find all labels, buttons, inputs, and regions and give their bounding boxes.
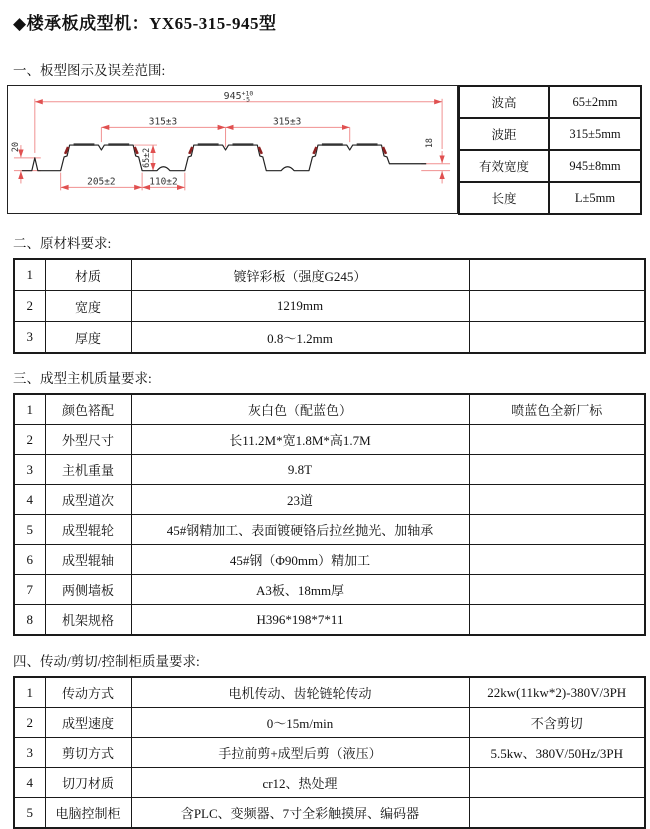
page-title: ◆楼承板成型机：YX65-315-945型: [13, 14, 277, 33]
item-label-cell: 剪切方式: [45, 738, 131, 768]
table-row: [14, 515, 645, 545]
spec-label-cell: 长度: [459, 182, 549, 214]
spec-value-cell: 315±5mm: [549, 118, 641, 150]
tolerance-spec-table: [458, 85, 642, 215]
item-note-cell: 喷蓝色全新厂标: [469, 394, 645, 425]
spec-label-cell: 波高: [459, 86, 549, 118]
item-value-cell: 9.8T: [131, 455, 469, 485]
table-row: [14, 738, 645, 768]
row-number-cell: 3: [14, 455, 45, 485]
item-note-cell: [469, 291, 645, 322]
spec-row: [459, 118, 641, 150]
dim-rib-base-text: 205±2: [87, 176, 116, 188]
item-label-cell: 成型道次: [45, 485, 131, 515]
table-row: [14, 575, 645, 605]
item-label-cell: 颜色褡配: [45, 394, 131, 425]
item-note-cell: [469, 322, 645, 354]
row-number-cell: 4: [14, 485, 45, 515]
section-heading-2: 二、原材料要求:: [13, 236, 112, 251]
item-value-cell: 23道: [131, 485, 469, 515]
item-note-cell: [469, 425, 645, 455]
item-label-cell: 传动方式: [45, 677, 131, 708]
item-value-cell: H396*198*7*11: [131, 605, 469, 636]
profile-drawing-svg: [8, 86, 457, 213]
row-number-cell: 1: [14, 259, 45, 291]
dim-height-text: 65±2: [141, 147, 152, 168]
figure-row: [7, 85, 645, 215]
item-label-cell: 两侧墙板: [45, 575, 131, 605]
item-value-cell: 手拉前剪+成型后剪（液压）: [131, 738, 469, 768]
section-heading-3: 三、成型主机质量要求:: [13, 371, 152, 386]
item-value-cell: 镀锌彩板（强度G245）: [131, 259, 469, 291]
table-row: [14, 322, 645, 354]
item-label-cell: 主机重量: [45, 455, 131, 485]
item-value-cell: cr12、热处理: [131, 768, 469, 798]
table-row: [14, 291, 645, 322]
item-note-cell: [469, 455, 645, 485]
row-number-cell: 6: [14, 545, 45, 575]
item-note-cell: [469, 485, 645, 515]
table-row: [14, 455, 645, 485]
row-number-cell: 2: [14, 708, 45, 738]
item-note-cell: 不含剪切: [469, 708, 645, 738]
item-note-cell: [469, 605, 645, 636]
profile-path: [22, 145, 426, 171]
row-number-cell: 3: [14, 738, 45, 768]
item-value-cell: 电机传动、齿轮链轮传动: [131, 677, 469, 708]
table-row: [14, 605, 645, 636]
table-row: [14, 708, 645, 738]
item-note-cell: [469, 768, 645, 798]
item-value-cell: 45#钢精加工、表面镀硬铬后拉丝抛光、加轴承: [131, 515, 469, 545]
spec-label-cell: 波距: [459, 118, 549, 150]
table-row: [14, 677, 645, 708]
drive-cutting-control-table: [13, 676, 646, 829]
row-number-cell: 4: [14, 768, 45, 798]
item-note-cell: [469, 259, 645, 291]
table-row: [14, 259, 645, 291]
item-label-cell: 成型辊轴: [45, 545, 131, 575]
row-number-cell: 2: [14, 291, 45, 322]
table-row: [14, 425, 645, 455]
item-label-cell: 成型辊轮: [45, 515, 131, 545]
row-number-cell: 5: [14, 798, 45, 829]
item-value-cell: A3板、18mm厚: [131, 575, 469, 605]
item-note-cell: 22kw(11kw*2)-380V/3PH: [469, 677, 645, 708]
row-number-cell: 1: [14, 394, 45, 425]
table-row: [14, 545, 645, 575]
row-number-cell: 2: [14, 425, 45, 455]
item-note-cell: [469, 798, 645, 829]
spec-value-cell: L±5mm: [549, 182, 641, 214]
item-label-cell: 外型尺寸: [45, 425, 131, 455]
item-label-cell: 电脑控制柜: [45, 798, 131, 829]
item-value-cell: 45#钢（Φ90mm）精加工: [131, 545, 469, 575]
item-label-cell: 宽度: [45, 291, 131, 322]
item-label-cell: 成型速度: [45, 708, 131, 738]
item-label-cell: 厚度: [45, 322, 131, 354]
item-value-cell: 灰白色（配蓝色）: [131, 394, 469, 425]
row-number-cell: 7: [14, 575, 45, 605]
forming-machine-table: [13, 393, 646, 636]
item-note-cell: [469, 545, 645, 575]
spec-value-cell: 945±8mm: [549, 150, 641, 182]
item-value-cell: 0～15m/min: [131, 708, 469, 738]
item-value-cell: 1219mm: [131, 291, 469, 322]
row-number-cell: 3: [14, 322, 45, 354]
item-note-cell: [469, 575, 645, 605]
row-number-cell: 1: [14, 677, 45, 708]
item-label-cell: 机架规格: [45, 605, 131, 636]
table-row: [14, 485, 645, 515]
item-value-cell: 长11.2M*宽1.8M*高1.7M: [131, 425, 469, 455]
section-heading-1: 一、板型图示及误差范围:: [13, 63, 166, 78]
spec-row: [459, 182, 641, 214]
item-note-cell: [469, 515, 645, 545]
dim-overall-text: $945^{+10}$ -5: [223, 89, 254, 104]
table-row: [14, 768, 645, 798]
profile-diagram: [7, 85, 458, 214]
dim-pitch-right-text: 315±3: [272, 116, 302, 128]
dim-left-lip-text: 20: [9, 142, 20, 153]
section-heading-4: 四、传动/剪切/控制柜质量要求:: [13, 654, 200, 669]
table-row: [14, 394, 645, 425]
dim-right-lip-text: 18: [424, 138, 435, 149]
spec-label-cell: 有效宽度: [459, 150, 549, 182]
dim-pitch-left-text: 315±3: [148, 116, 178, 128]
item-note-cell: 5.5kw、380V/50Hz/3PH: [469, 738, 645, 768]
dim-valley-text: 110±2: [149, 176, 178, 188]
item-value-cell: 0.8～1.2mm: [131, 322, 469, 354]
table-row: [14, 798, 645, 829]
raw-material-table: [13, 258, 646, 354]
spec-row: [459, 150, 641, 182]
row-number-cell: 5: [14, 515, 45, 545]
item-label-cell: 材质: [45, 259, 131, 291]
row-number-cell: 8: [14, 605, 45, 636]
item-value-cell: 含PLC、变频器、7寸全彩触摸屏、编码器: [131, 798, 469, 829]
spec-value-cell: 65±2mm: [549, 86, 641, 118]
spec-row: [459, 86, 641, 118]
item-label-cell: 切刀材质: [45, 768, 131, 798]
